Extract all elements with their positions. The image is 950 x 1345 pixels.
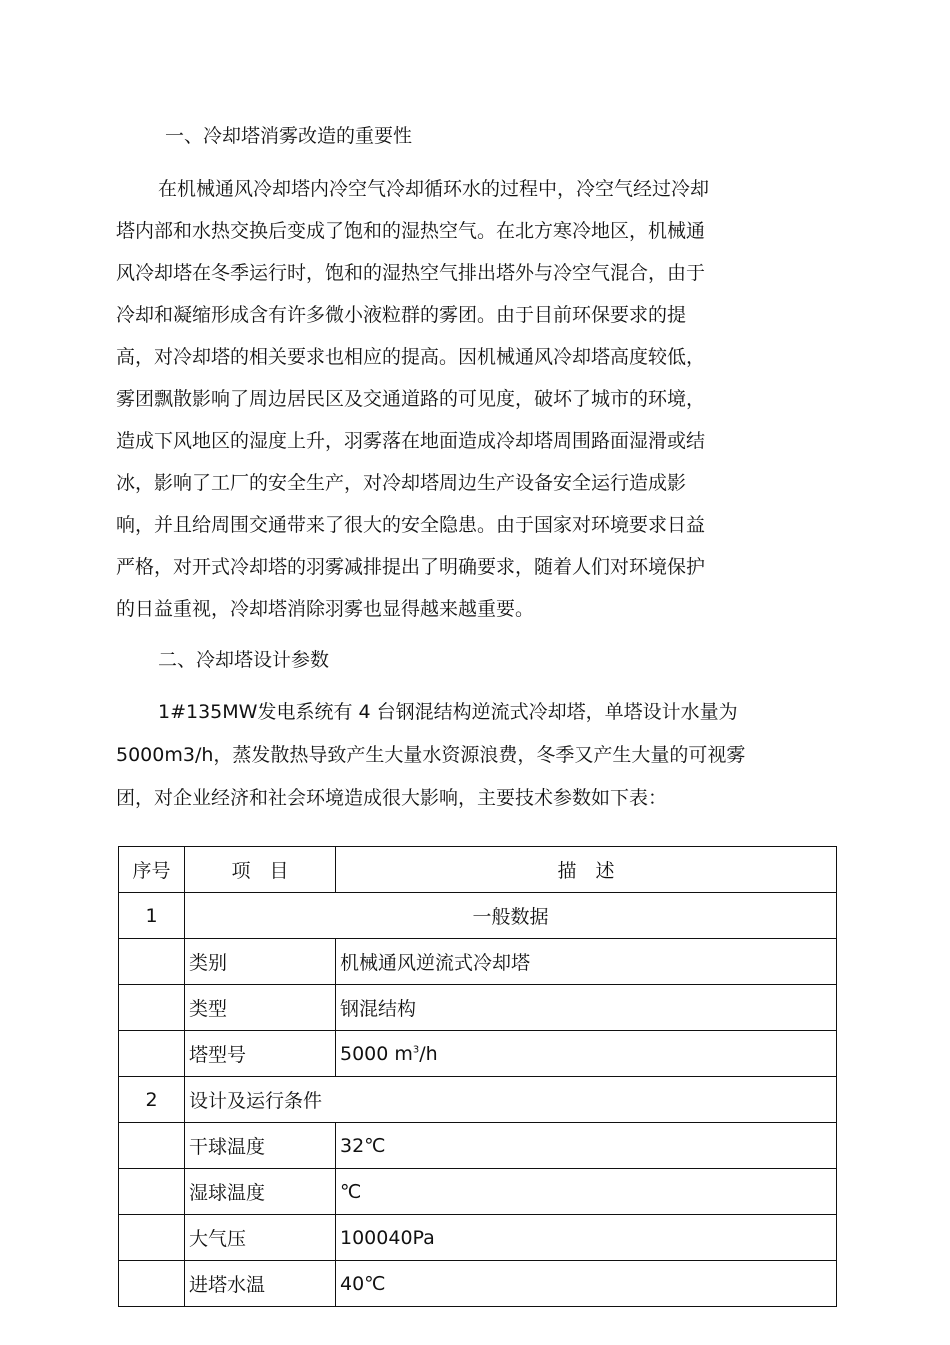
paragraph-line: 冰，影响了工厂的安全生产，对冷却塔周边生产设备安全运行造成影 [116, 472, 687, 494]
group-title: 设计及运行条件 [185, 1077, 837, 1123]
paragraph-line: 在机械通风冷却塔内冷空气冷却循环水的过程中，冷空气经过冷却 [158, 178, 710, 200]
table-row [119, 985, 837, 1031]
empty-cell [119, 1123, 185, 1169]
table-row [119, 1169, 837, 1215]
item-cell: 湿球温度 [185, 1169, 336, 1215]
desc-cell: ℃ [336, 1169, 837, 1215]
paragraph-line: 塔内部和水热交换后变成了饱和的湿热空气。在北方寒冷地区，机械通 [116, 220, 706, 242]
paragraph-line: 雾团飘散影响了周边居民区及交通道路的可见度，破坏了城市的环境， [116, 388, 706, 410]
table-row [119, 1215, 837, 1261]
desc-cell: 32℃ [336, 1123, 837, 1169]
paragraph-line: 严格，对开式冷却塔的羽雾减排提出了明确要求，随着人们对环境保护 [116, 556, 706, 578]
item-cell: 塔型号 [185, 1031, 336, 1077]
item-cell: 进塔水温 [185, 1261, 336, 1307]
paragraph-line: 响，并且给周围交通带来了很大的安全隐患。由于国家对环境要求日益 [116, 514, 706, 536]
section-1-title: 一、冷却塔消雾改造的重要性 [165, 125, 413, 147]
desc-value: 5000 m [340, 1042, 413, 1065]
table-group-row [119, 893, 837, 939]
table-row [119, 1123, 837, 1169]
desc-cell: 40℃ [336, 1261, 837, 1307]
desc-cell [336, 1031, 837, 1077]
paragraph-line: 风冷却塔在冬季运行时，饱和的湿热空气排出塔外与冷空气混合，由于 [116, 262, 706, 284]
paragraph-line: 高，对冷却塔的相关要求也相应的提高。因机械通风冷却塔高度较低， [116, 346, 706, 368]
paragraph-line: 的日益重视，冷却塔消除羽雾也显得越来越重要。 [116, 598, 535, 620]
item-cell: 干球温度 [185, 1123, 336, 1169]
group-title: 一般数据 [185, 893, 837, 939]
table-group-row [119, 1077, 837, 1123]
header-desc: 描 述 [336, 847, 837, 893]
empty-cell [119, 1031, 185, 1077]
section-2-title: 二、冷却塔设计参数 [158, 649, 330, 671]
group-no: 1 [119, 893, 185, 939]
paragraph-line: 5000m3/h，蒸发散热导致产生大量水资源浪费，冬季又产生大量的可视雾 [116, 744, 746, 766]
empty-cell [119, 985, 185, 1031]
table-row [119, 1031, 837, 1077]
group-no: 2 [119, 1077, 185, 1123]
empty-cell [119, 1169, 185, 1215]
empty-cell [119, 1261, 185, 1307]
paragraph-line: 冷却和凝缩形成含有许多微小液粒群的雾团。由于目前环保要求的提 [116, 304, 687, 326]
paragraph-line: 造成下风地区的湿度上升，羽雾落在地面造成冷却塔周围路面湿滑或结 [116, 430, 706, 452]
parameters-table [118, 846, 837, 1307]
item-cell: 类型 [185, 985, 336, 1031]
table-header-row [119, 847, 837, 893]
paragraph-line: 团，对企业经济和社会环境造成很大影响，主要技术参数如下表： [116, 787, 668, 809]
header-item: 项 目 [185, 847, 336, 893]
desc-cell: 100040Pa [336, 1215, 837, 1261]
item-cell: 类别 [185, 939, 336, 985]
empty-cell [119, 939, 185, 985]
table-row [119, 939, 837, 985]
desc-cell: 机械通风逆流式冷却塔 [336, 939, 837, 985]
desc-cell: 钢混结构 [336, 985, 837, 1031]
header-no: 序号 [119, 847, 185, 893]
desc-unit: /h [419, 1042, 438, 1065]
superscript: 3 [412, 1044, 420, 1056]
empty-cell [119, 1215, 185, 1261]
item-cell: 大气压 [185, 1215, 336, 1261]
paragraph-line: 1#135MW发电系统有 4 台钢混结构逆流式冷却塔，单塔设计水量为 [158, 701, 738, 723]
table-row [119, 1261, 837, 1307]
